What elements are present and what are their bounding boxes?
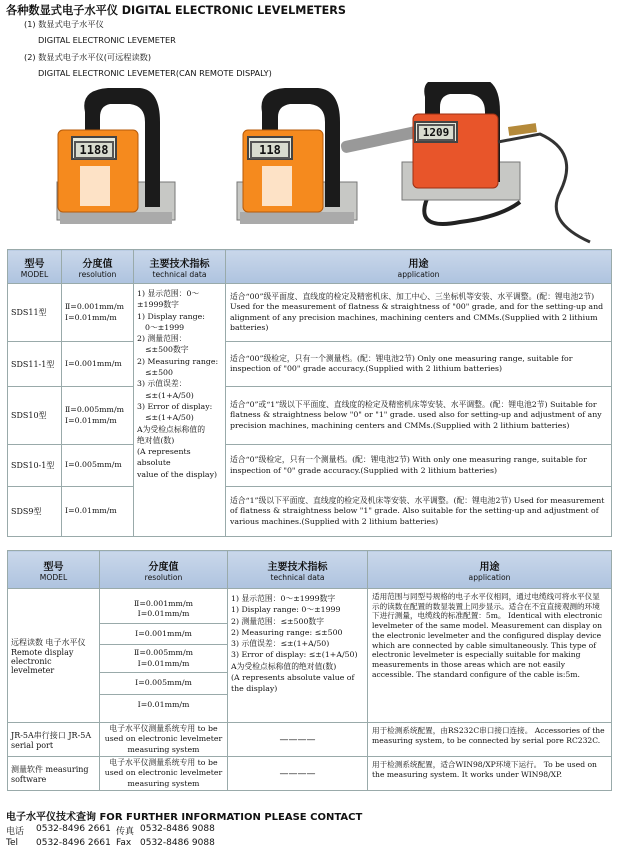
resolution-cell: Ⅱ=0.001mm/m Ⅰ=0.01mm/m	[62, 284, 134, 342]
model-cell: JR-5A串行接口 JR-5A serial port	[8, 723, 100, 757]
col-resolution: 分度值 resolution	[100, 551, 228, 589]
col-resolution: 分度值 resolution	[62, 250, 134, 284]
resolution-cell: Ⅰ=0.01mm/m	[62, 487, 134, 537]
fax-number: 0532-8486 9088	[140, 824, 215, 834]
application-cell: 适合“0”或“1”级以下平面度、直线度的检定及精密机床等安装、水平调整。(配：锂电池2节) Suitable for flatness & straightness below "0" or "1" grade. used also for setting-up and adjustment of any precision machines, machining centers and CMMs.(Supplied with 2 lithium batteries)	[226, 387, 612, 445]
model-cell: SDS9型	[8, 487, 62, 537]
fax-number-en: 0532-8486 9088	[140, 838, 215, 848]
col-technical-data: 主要技术指标 technical data	[134, 250, 226, 284]
table-header-row	[8, 250, 612, 284]
lcd-display-2: 118	[250, 141, 290, 159]
technical-data-cell: ————	[228, 723, 368, 757]
application-cell: 用于检测系统配置，由RS232C串口接口连接。 Accessories of the measuring system, to be connected by serial pore RC232C.	[368, 723, 612, 757]
technical-data-cell: ————	[228, 757, 368, 791]
table-row	[8, 589, 612, 723]
table-row	[8, 723, 612, 757]
col-model: 型号 MODEL	[8, 250, 62, 284]
model-cell: SDS10-1型	[8, 445, 62, 487]
col-model: 型号 MODEL	[8, 551, 100, 589]
fax-label: 传真	[116, 827, 135, 837]
model-cell: SDS11-1型	[8, 342, 62, 387]
spec-table-1	[7, 249, 612, 537]
model-cell: 远程读数 电子水平仪 Remote display electronic levelmeter	[8, 589, 100, 723]
item1-zh: (1) 数显式电子水平仪	[24, 19, 104, 29]
tel-number-en: 0532-8496 2661	[36, 838, 111, 848]
table-row	[8, 757, 612, 791]
model-cell: SDS11型	[8, 284, 62, 342]
tel-number: 0532-8496 2661	[36, 824, 111, 834]
technical-data-cell: 1) 显示范围：0～±1999数字 1) Display range: 0～±1999 2) 测量范围：≤±500数字 2) Measuring range: ≤±500 3) 示值误差：≤±(1+A/50) 3) Error of display: ≤±(1+A/50) A为受检点标称值的绝对值(数) (A represents absolute value of the display)	[228, 589, 368, 723]
fax-label-en: Fax	[116, 838, 132, 848]
levelmeter-illustration	[0, 82, 620, 244]
technical-data-cell: 1) 显示范围：0～±1999数字 1) Display range: 0～±1999 2) 测量范围： ≤±500数字 2) Measuring range: ≤±500 3) 示值误差： ≤±(1+A/50) 3) Error of display: ≤±(1+A/50) A为受检点标称值的 绝对值(数) (A represents absolute value of the display)	[134, 284, 226, 537]
resolution-cell: Ⅱ=0.005mm/m Ⅰ=0.01mm/m	[62, 387, 134, 445]
table-row	[8, 387, 612, 445]
application-cell: 适合“00”级检定，只有一个测量档。(配：锂电池2节) Only one measuring range, suitable for inspection of "00" grade accuracy.(Supplied with 2 lithium batteries)	[226, 342, 612, 387]
tel-label-en: Tel	[6, 838, 19, 848]
table-row	[8, 445, 612, 487]
lcd-display-3: 1209	[417, 124, 455, 141]
resolution-cell: Ⅰ=0.001mm/m	[62, 342, 134, 387]
contact-heading: 电子水平仪技术查询 FOR FURTHER INFORMATION PLEASE CONTACT	[6, 812, 363, 823]
table-header-row	[8, 551, 612, 589]
col-application: 用途 application	[226, 250, 612, 284]
resolution-cell: Ⅱ=0.001mm/m Ⅰ=0.01mm/m Ⅰ=0.001mm/m Ⅱ=0.005mm/m Ⅰ=0.01mm/m Ⅰ=0.005mm/m Ⅰ=0.01mm/m	[100, 589, 228, 723]
item2-en: DIGITAL ELECTRONIC LEVEMETER(CAN REMOTE DISPALY)	[38, 68, 272, 78]
resolution-cell: 电子水平仪测量系统专用 to be used on electronic levelmeter measuring system	[100, 757, 228, 791]
spec-table-2	[7, 550, 612, 791]
product-photo	[0, 82, 620, 244]
application-cell: 适合“1”级以下平面度、直线度的检定及机床等安装、水平调整。(配：锂电池2节) Used for measurement of flatness & straightness below "1" grade. Also suitable for the setting-up and adjustment of various machines.(Supplied with 2 lithium batteries)	[226, 487, 612, 537]
application-cell: 适合“00”级平面度、直线度的检定及精密机床、加工中心、三坐标机等安装、水平调整。(配：锂电池2节) Used for the measurement of flatness & straightness of "00" grade, and for the setting-up and alignment of any precision machines, machining centers and CMMs.(Supplied with 2 lithium batteries)	[226, 284, 612, 342]
resolution-cell: Ⅰ=0.005mm/m	[62, 445, 134, 487]
application-cell: 适合“0”级检定，只有一个测量档。(配：锂电池2节) With only one measuring range, suitable for inspection of "0" grade accuracy.(Supplied with 2 lithium batteries)	[226, 445, 612, 487]
tel-label: 电话	[6, 827, 25, 837]
col-application: 用途 application	[368, 551, 612, 589]
resolution-cell: 电子水平仪测量系统专用 to be used on electronic levelmeter measuring system	[100, 723, 228, 757]
item1-en: DIGITAL ELECTRONIC LEVEMETER	[38, 35, 176, 45]
levelmeter-3	[402, 82, 590, 242]
model-cell: 测量软件 measuring software	[8, 757, 100, 791]
model-cell: SDS10型	[8, 387, 62, 445]
table-row	[8, 284, 612, 342]
table-row	[8, 342, 612, 387]
application-cell: 用于检测系统配置，适合WIN98/XP环境下运行。 To be used on the measuring system. It works under WIN98/XP.	[368, 757, 612, 791]
page-title: 各种数显式电子水平仪 DIGITAL ELECTRONIC LEVELMETERS	[6, 4, 346, 17]
application-cell: 适用范围与同型号规格的电子水平仪相同，通过电缆线可将水平仪显示的读数在配置的数显装置上同步显示。适合在不宜直接观测的环境下进行测量，电缆线的标准配置：5m。 Identical with electronic levelmeter of the same model. Measurement can display on the electronic levelmeter and the configured display device which are connected by cable simultaneously. This type of electronic levelmeter is especially suitable for making measurements in those areas which are not easily accessible. The standard configure of the cable is:5m.	[368, 589, 612, 723]
col-technical-data: 主要技术指标 technical data	[228, 551, 368, 589]
lcd-display-1: 1188	[74, 141, 114, 159]
item2-zh: (2) 数显式电子水平仪(可远程读数)	[24, 52, 152, 62]
table-row	[8, 487, 612, 537]
